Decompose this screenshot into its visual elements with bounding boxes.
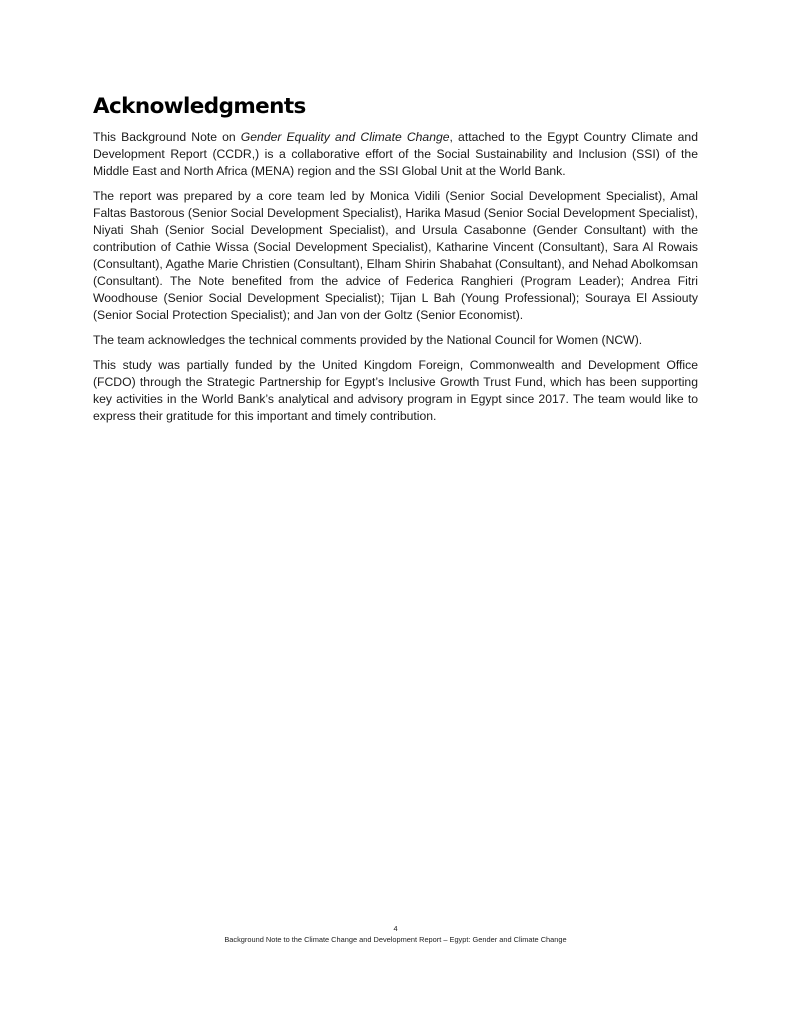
page-title: Acknowledgments	[93, 94, 306, 119]
note-title-italic: Gender Equality and Climate Change	[240, 130, 450, 144]
paragraph-funding: This study was partially funded by the United Kingdom Foreign, Commonwealth and Development Office (FCDO) through the Strategic Partnership for Egypt’s Inclusive Growth Trust Fund, which has been supporting key activities in the World Bank’s analytical and advisory program in Egypt since 2017. The team would like to express their gratitude for this important and timely contribution.	[93, 358, 698, 423]
paragraph-team: The report was prepared by a core team led by Monica Vidili (Senior Social Development Specialist), Amal Faltas Bastorous (Senior Social Development Specialist), Harika Masud (Senior Social Development Specialist), Niyati Shah (Senior Social Development Specialist), and Ursula Casabonne (Gender Consultant) with the contribution of Cathie Wissa (Social Development Specialist), Katharine Vincent (Consultant), Sara Al Rowais (Consultant), Agathe Marie Christien (Consultant), Elham Shirin Shabahat (Consultant), and Nehad Abolkomsan (Consultant). The Note benefited from the advice of Federica Ranghieri (Program Leader); Andrea Fitri Woodhouse (Senior Social Development Specialist); Tijan L Bah (Young Professional); Souraya El Assiouty (Senior Social Protection Specialist); and Jan von der Goltz (Senior Economist).	[93, 189, 698, 322]
footer-text: Background Note to the Climate Change and Development Report – Egypt: Gender and Climate Change	[224, 935, 567, 944]
paragraph-intro-end: , attached to the Egypt Country Climate and Development Report (CCDR,) is a collaborative effort of the Social Sustainability and Inclusion (SSI) of the Middle East and North Africa (MENA) region and the SSI Global Unit at the World Bank.	[93, 130, 698, 178]
page-number: 4	[393, 924, 398, 933]
paragraph-intro-start: This Background Note on	[93, 130, 241, 144]
page-content	[93, 94, 698, 433]
paragraph-technical-comments: The team acknowledges the technical comments provided by the National Council for Women (NCW).	[93, 333, 643, 347]
paragraph-intro	[93, 129, 698, 180]
